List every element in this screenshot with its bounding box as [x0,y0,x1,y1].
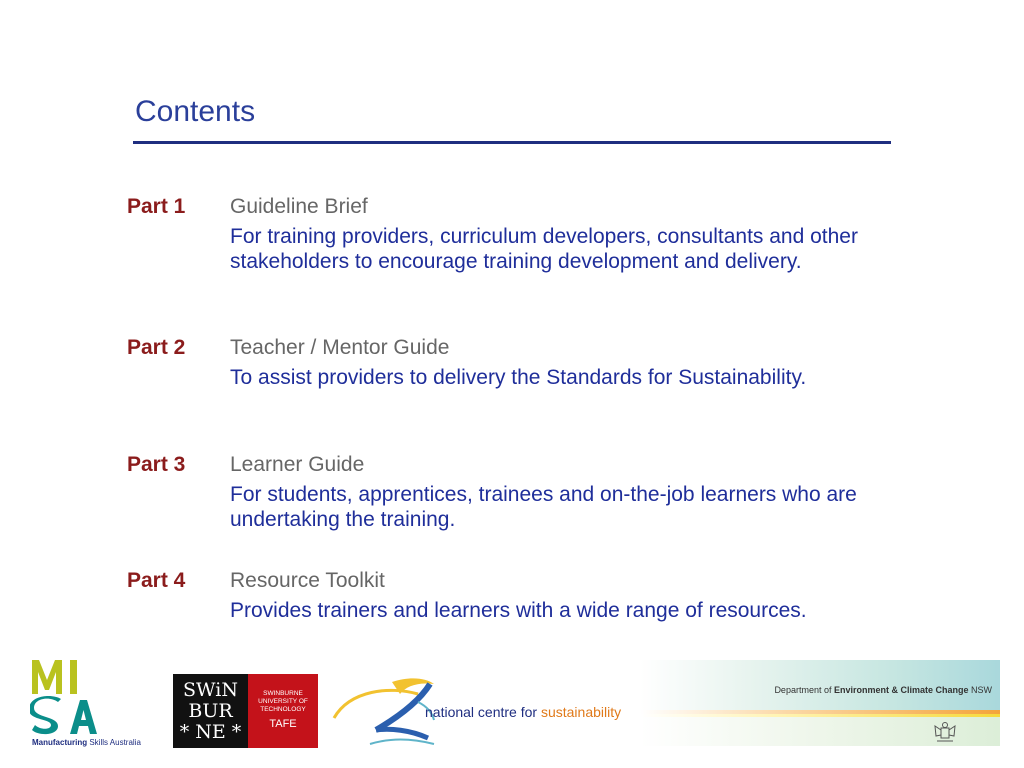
decc-text [774,685,992,695]
slide-title: Contents [135,95,256,128]
msa-logo [30,658,145,753]
nsw-crest-icon [932,720,958,746]
part-heading: Learner Guide [230,453,365,476]
swinburne-wordmark-icon [173,674,248,744]
part-label: Part 4 [127,569,186,592]
part-description: To assist providers to delivery the Standards for Sustainability. [230,366,807,389]
part-description: For students, apprentices, trainees and on-the-job learners who are undertaking the training. [230,483,857,531]
title-divider [133,141,891,144]
ncs-logo [330,672,635,748]
msa-caption-rest: Skills Australia [87,738,141,747]
svg-text:SWiN: SWiN [183,679,238,701]
decc-text-prefix: Department of [774,685,834,695]
swinburne-line-2: UNIVERSITY OF [258,698,308,705]
part-description: For training providers, curriculum developers, consultants and other stakeholders to encourage training development and delivery. [230,225,858,273]
svg-text:* NE *: * NE * [179,721,242,743]
swinburne-wordmark [173,674,248,748]
ncs-text-main: national centre for [425,704,541,720]
msa-caption-bold: Manufacturing [32,738,88,747]
swinburne-tafe: TAFE [269,718,297,730]
swinburne-tafe-panel [248,674,318,748]
decc-text-suffix: NSW [968,685,992,695]
ncs-text-accent: sustainability [540,704,622,720]
msa-mark-icon [30,658,100,736]
ncs-wordmark [425,704,621,720]
swinburne-line-1: SWINBURNE [263,690,303,697]
decc-nsw-banner [640,660,1000,746]
svg-text:BUR: BUR [188,700,233,722]
part-label: Part 3 [127,453,186,476]
part-heading: Resource Toolkit [230,569,385,592]
swinburne-line-3: TECHNOLOGY [260,706,306,713]
part-label: Part 1 [127,195,186,218]
part-heading: Guideline Brief [230,195,368,218]
swinburne-tafe-logo [173,674,318,748]
part-label: Part 2 [127,336,186,359]
ncs-swoosh-icon [330,672,440,748]
decc-text-bold: Environment & Climate Change [833,685,969,695]
msa-caption [32,738,141,747]
part-heading: Teacher / Mentor Guide [230,336,450,359]
part-description: Provides trainers and learners with a wide range of resources. [230,599,807,622]
